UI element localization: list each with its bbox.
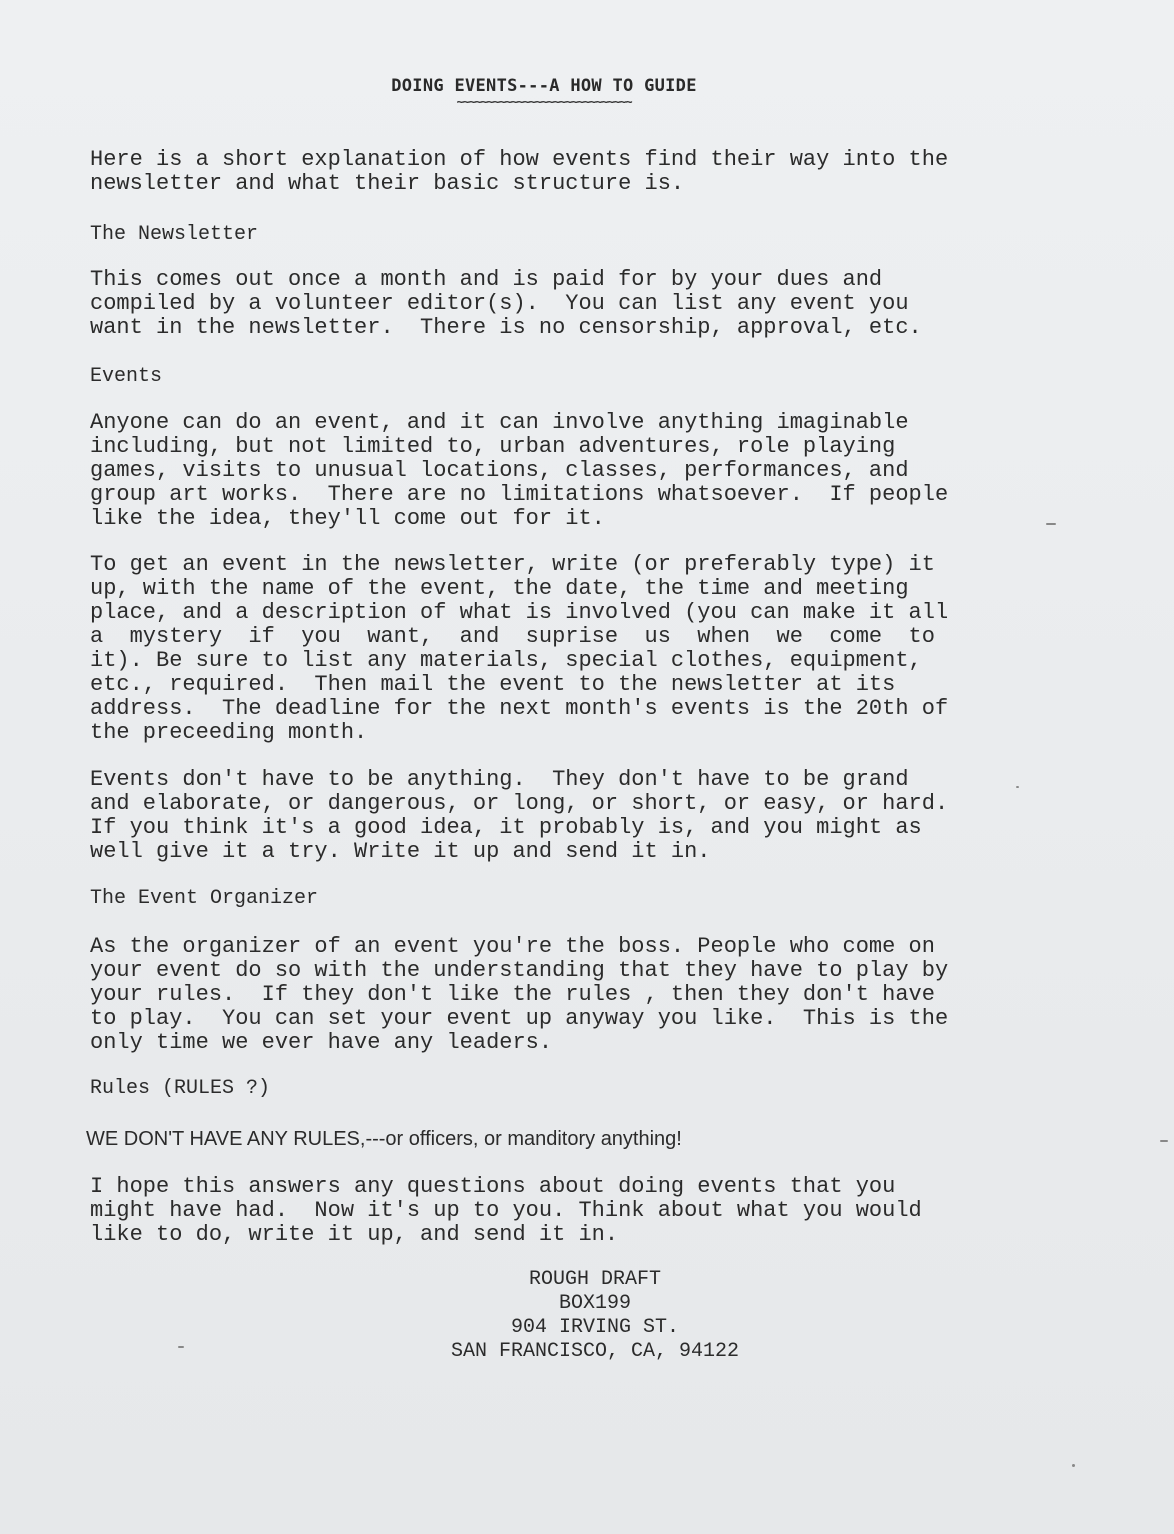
address-line-4: SAN FRANCISCO, CA, 94122 <box>450 1340 740 1363</box>
address-line-3: 904 IRVING ST. <box>510 1316 680 1339</box>
scan-mark <box>1046 523 1056 525</box>
events-heading: Events <box>90 365 163 388</box>
document-title: DOING EVENTS---A HOW TO GUIDE <box>391 76 697 96</box>
scan-speck <box>1016 786 1019 788</box>
title-underline: ~~~~~~~~~~~~~~~~~~~~~~~~~~~~~ <box>456 95 632 109</box>
newsletter-heading: The Newsletter <box>90 223 259 246</box>
organizer-paragraph: As the organizer of an event you're the boss. People who come on your event do so with the understanding that they have to play by your rules. If they don't like the rules , then they don't have to play. You can set your event up anyway you like. This is the only time we ever have any leaders. <box>90 934 949 1055</box>
organizer-heading: The Event Organizer <box>90 887 319 910</box>
events-paragraph-2: To get an event in the newsletter, write (or preferably type) it up, with the name of the event, the date, the time and meeting place, and a description of what is involved (you can make it all a mystery if you want, and suprise us when we come to it). Be sure to list any materials, special clothes, equipment, etc., required. Then mail the event to the newsletter at its address. The deadline for the next month's events is the 20th of the preceeding month. <box>90 552 949 745</box>
address-line-2: BOX199 <box>558 1292 631 1315</box>
rules-heading: Rules (RULES ?) <box>90 1077 271 1100</box>
scan-mark <box>1160 1140 1168 1142</box>
closing-paragraph: I hope this answers any questions about doing events that you might have had. Now it's up to you. Think about what you would like to do, write it up, and send it in. <box>90 1174 922 1247</box>
scan-mark <box>178 1346 184 1348</box>
events-paragraph-3: Events don't have to be anything. They don't have to be grand and elaborate, or dangerous, or long, or short, or easy, or hard. If you think it's a good idea, it probably is, and you might as well give it a try. Write it up and send it in. <box>90 767 949 864</box>
events-paragraph-1: Anyone can do an event, and it can involve anything imaginable including, but not limited to, urban adventures, role playing games, visits to unusual locations, classes, performances, and group art works. There are no limitations whatsoever. If people like the idea, they'll come out for it. <box>90 410 949 531</box>
rules-paragraph: WE DON'T HAVE ANY RULES,---or officers, or manditory anything! <box>86 1128 682 1150</box>
scan-speck <box>1072 1464 1075 1467</box>
newsletter-paragraph: This comes out once a month and is paid for by your dues and compiled by a volunteer editor(s). You can list any event you want in the newsletter. There is no censorship, approval, etc. <box>90 267 922 340</box>
mailing-address <box>300 1268 890 1364</box>
intro-paragraph: Here is a short explanation of how events find their way into the newsletter and what their basic structure is. <box>90 147 949 196</box>
address-line-1: ROUGH DRAFT <box>528 1268 662 1291</box>
